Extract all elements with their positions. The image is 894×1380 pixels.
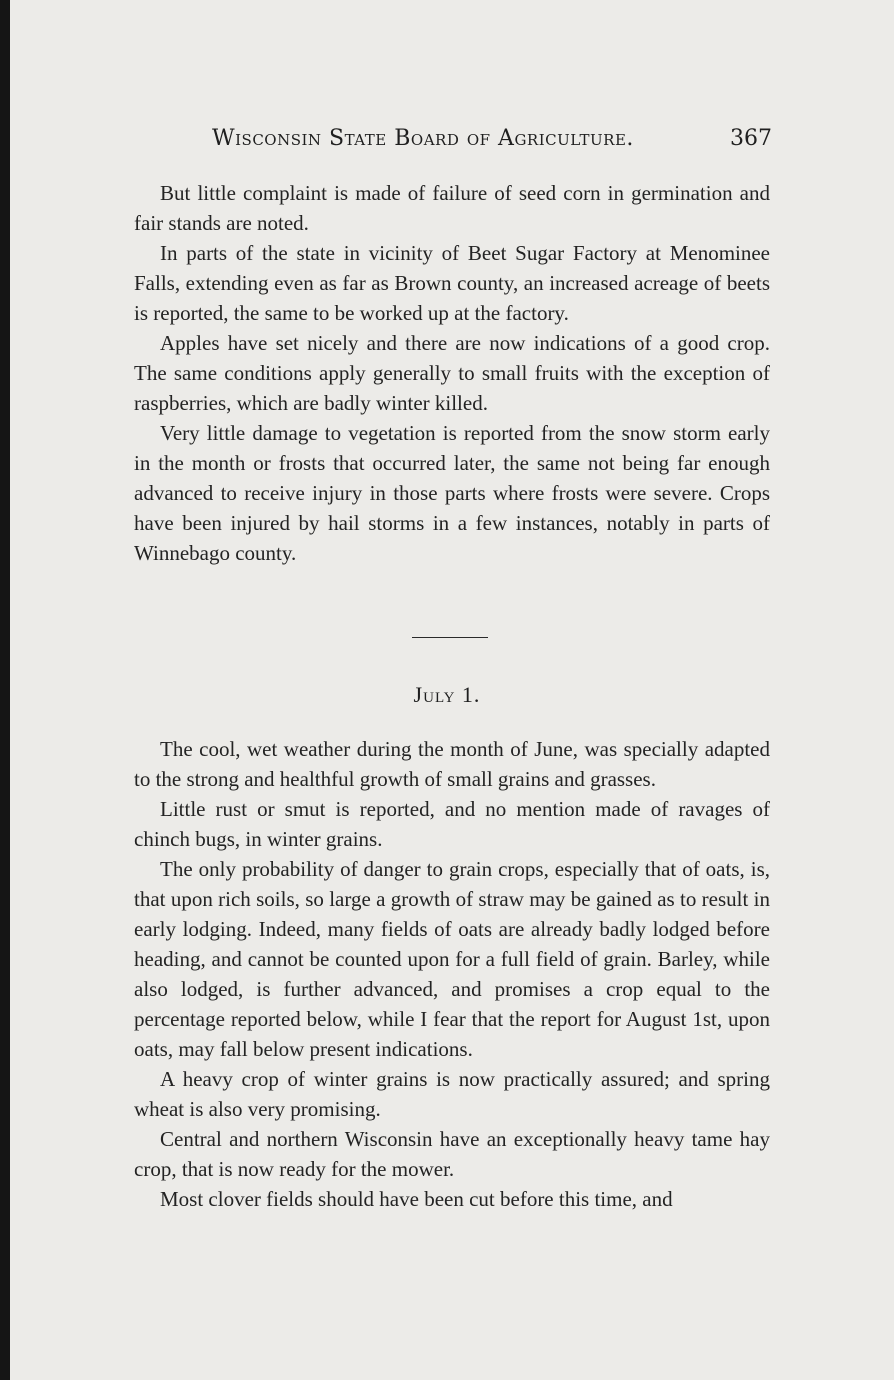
paragraph: The cool, wet weather during the month of June, was specially adapted to the strong and healthful growth of small grains and grasses. [134,737,770,791]
section-1-body [134,178,770,568]
paragraph: Apples have set nicely and there are now indications of a good crop. The same conditions apply generally to small fruits with the exception of raspberries, which are badly winter killed. [134,331,770,415]
paragraph: Very little damage to vegetation is reported from the snow storm early in the month or frosts that occurred later, the same not being far enough advanced to receive injury in those parts where frosts were severe. Crops have been injured by hail storms in a few instances, notably in parts of Winnebago county. [134,421,770,565]
paragraph: Most clover fields should have been cut before this time, and [160,1187,673,1211]
section-2-body [134,734,770,1214]
paragraph: A heavy crop of winter grains is now practically assured; and spring wheat is also very promising. [134,1067,770,1121]
paragraph: Central and northern Wisconsin have an exceptionally heavy tame hay crop, that is now ready for the mower. [134,1127,770,1181]
paragraph: In parts of the state in vicinity of Beet Sugar Factory at Menominee Falls, extending even as far as Brown county, an increased acreage of beets is reported, the same to be worked up at the factory. [134,241,770,325]
section-divider-rule [412,637,488,638]
page-header [212,126,772,162]
paragraph: Little rust or smut is reported, and no mention made of ravages of chinch bugs, in winter grains. [134,797,770,851]
running-title: Wisconsin State Board of Agriculture. [212,126,634,151]
paragraph: But little complaint is made of failure of seed corn in germination and fair stands are noted. [134,181,770,235]
paragraph: The only probability of danger to grain crops, especially that of oats, is, that upon rich soils, so large a growth of straw may be gained as to result in early lodging. Indeed, many fields of oats are already badly lodged before heading, and cannot be counted upon for a full field of grain. Barley, while also lodged, is further advanced, and promises a crop equal to the percentage reported below, while I fear that the report for August 1st, upon oats, may fall below present indications. [134,857,770,1061]
section-date-heading: July 1. [413,682,481,707]
page-number: 367 [730,126,772,151]
